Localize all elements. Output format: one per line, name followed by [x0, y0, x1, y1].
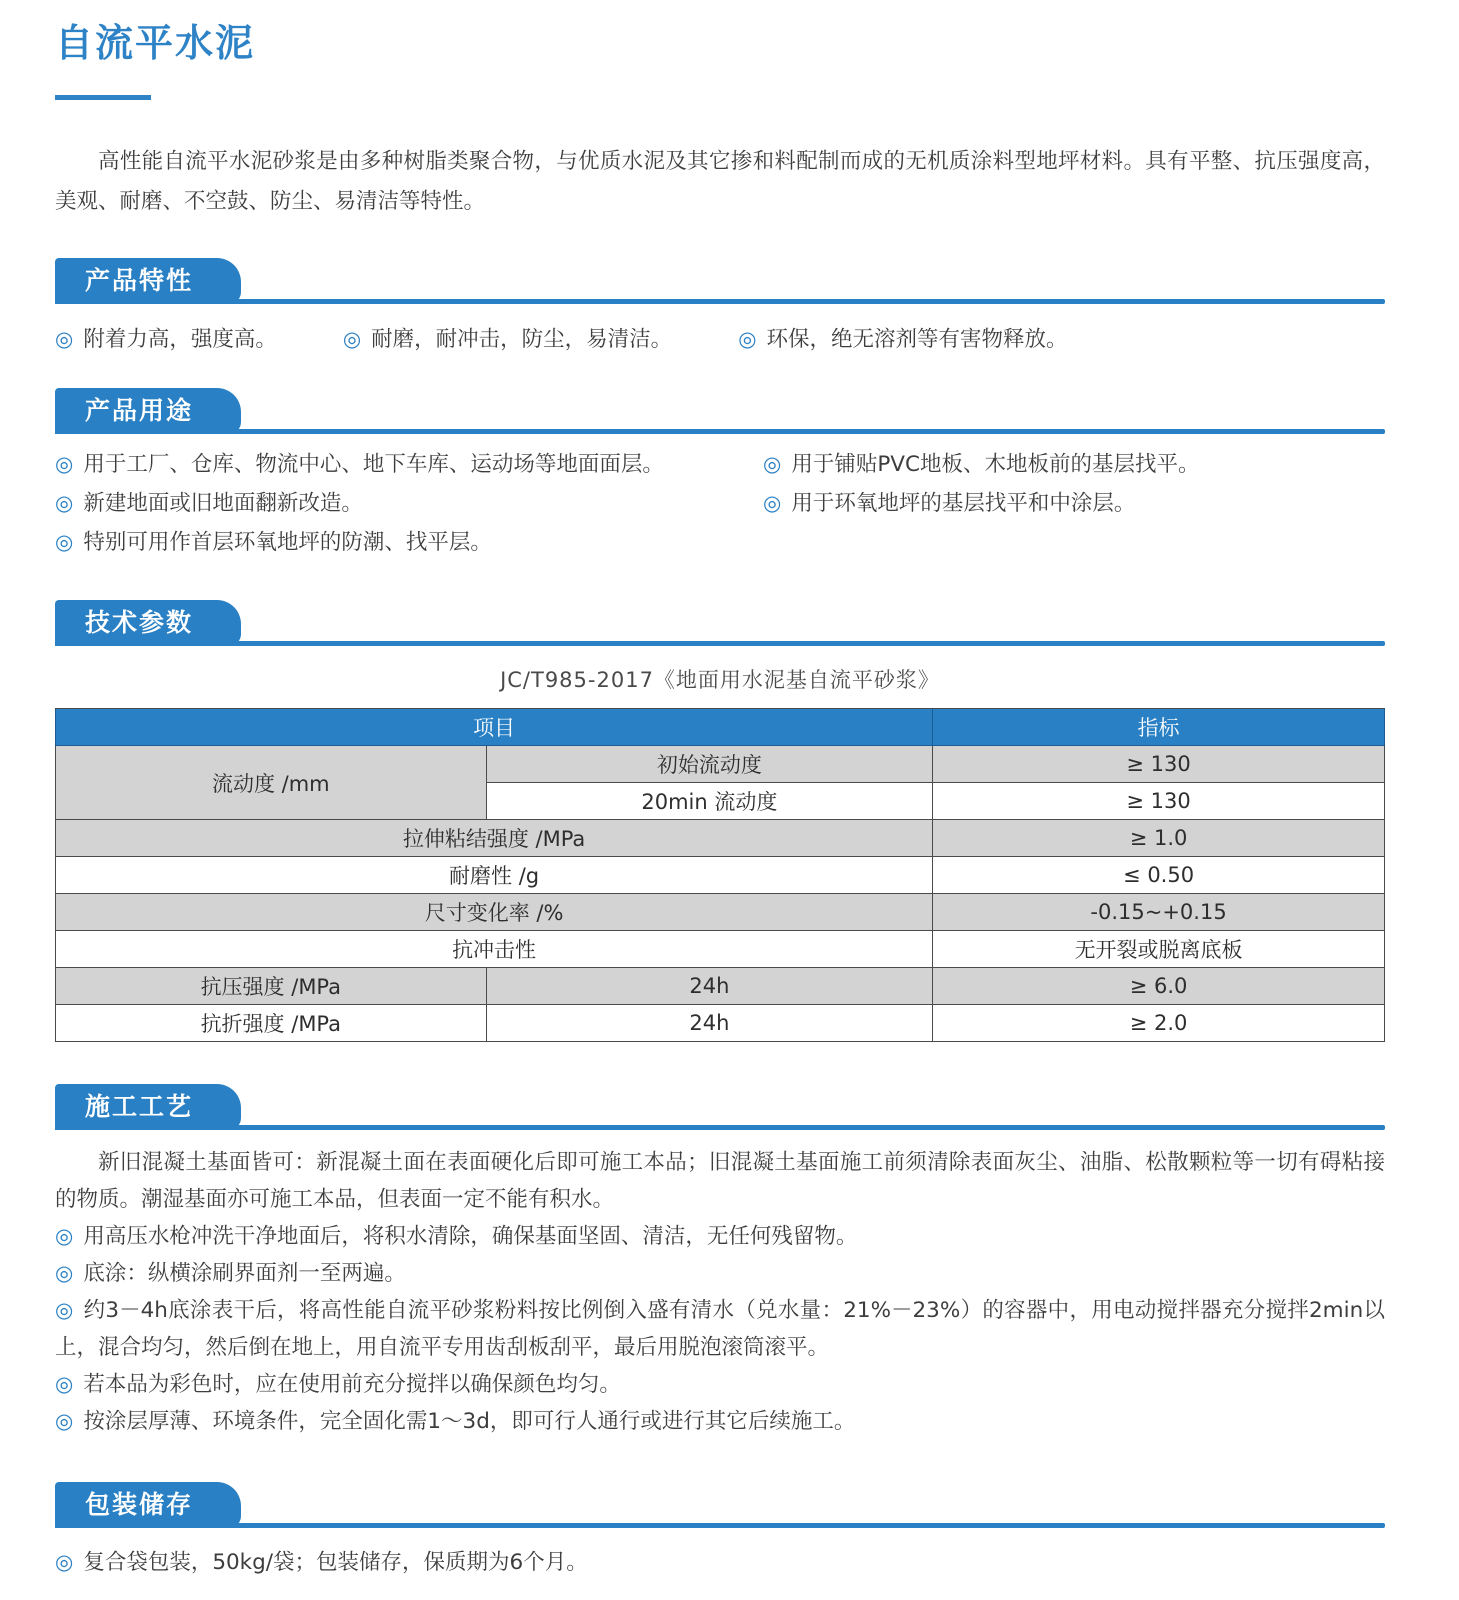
list-item: [55, 1366, 1385, 1403]
cell-sub-label: 24h: [486, 1005, 933, 1042]
section-heading-uses: 产品用途: [85, 396, 194, 425]
column-header-item: 项目: [56, 709, 933, 746]
section-header-features: [55, 258, 1385, 304]
cell-label: 20min 流动度: [486, 783, 933, 820]
cell-label: 拉伸粘结强度 /MPa: [56, 820, 933, 857]
section-packaging: [55, 1482, 1385, 1581]
ring-bullet-icon: ◎: [763, 452, 782, 476]
cell-label: 抗折强度 /MPa: [56, 1005, 487, 1042]
cell-value: ≥ 6.0: [933, 968, 1385, 1005]
list-item: [55, 1218, 1385, 1255]
section-tab-packaging: [55, 1482, 241, 1528]
list-item: [55, 489, 763, 519]
cell-value: ≥ 2.0: [933, 1005, 1385, 1042]
table-row: [56, 857, 1385, 894]
list-item: [55, 528, 763, 558]
ring-bullet-icon: ◎: [55, 1372, 74, 1396]
cell-value: ≥ 1.0: [933, 820, 1385, 857]
list-item: [343, 324, 672, 356]
process-step-text: 约3－4h底涂表干后，将高性能自流平砂浆粉料按比例倒入盛有清水（兑水量：21%－23%）的容器中，用电动搅拌器充分搅拌2min以上，混合均匀，然后倒在地上，用自流平专用齿刮板刮平，最后用脱泡滚筒滚平。: [55, 1298, 1385, 1360]
ring-bullet-icon: ◎: [342, 327, 362, 351]
table-row: [56, 746, 1385, 783]
section-heading-features: 产品特性: [85, 266, 194, 295]
use-text: 用于工厂、仓库、物流中心、地下车库、运动场等地面面层。: [83, 452, 664, 477]
table-row: [56, 968, 1385, 1005]
cell-sub-label: 24h: [486, 968, 933, 1005]
ring-bullet-icon: ◎: [55, 1409, 74, 1433]
ring-bullet-icon: ◎: [55, 491, 74, 515]
process-intro-paragraph: 新旧混凝土基面皆可：新混凝土面在表面硬化后即可施工本品；旧混凝土基面施工前须清除表面灰尘、油脂、松散颗粒等一切有碍粘接的物质。潮湿基面亦可施工本品，但表面一定不能有积水。: [55, 1150, 1385, 1212]
process-step-text: 若本品为彩色时，应在使用前充分搅拌以确保颜色均匀。: [83, 1372, 621, 1397]
ring-bullet-icon: ◎: [55, 1550, 74, 1574]
section-heading-packaging: 包装储存: [85, 1490, 194, 1519]
cell-value: 无开裂或脱离底板: [933, 931, 1385, 968]
section-tab-features: [55, 258, 241, 304]
list-item: [55, 1403, 1385, 1440]
section-tab-uses: [55, 388, 241, 434]
cell-label: 抗压强度 /MPa: [56, 968, 487, 1005]
use-text: 新建地面或旧地面翻新改造。: [83, 491, 363, 516]
feature-text: 附着力高，强度高。: [83, 327, 277, 352]
process-step-text: 底涂：纵横涂刷界面剂一至两遍。: [83, 1261, 406, 1286]
list-item: [763, 450, 1385, 480]
column-header-index: 指标: [933, 709, 1385, 746]
ring-bullet-icon: ◎: [763, 491, 782, 515]
section-specs: [55, 600, 1385, 1042]
section-header-specs: [55, 600, 1385, 646]
process-step-text: 按涂层厚薄、环境条件，完全固化需1～3d，即可行人通行或进行其它后续施工。: [83, 1409, 856, 1434]
spec-standard-caption: JC/T985-2017《地面用水泥基自流平砂浆》: [500, 668, 940, 692]
section-header-packaging: [55, 1482, 1385, 1528]
intro-paragraph: 高性能自流平水泥砂浆是由多种树脂类聚合物，与优质水泥及其它掺和料配制而成的无机质涂料型地坪材料。具有平整、抗压强度高，美观、耐磨、不空鼓、防尘、易清洁等特性。: [55, 149, 1385, 214]
feature-text: 耐磨，耐冲击，防尘，易清洁。: [371, 327, 673, 352]
section-features: [55, 258, 1385, 356]
section-process: [55, 1084, 1385, 1440]
list-item: [55, 1292, 1385, 1366]
section-header-uses: [55, 388, 1385, 434]
section-heading-process: 施工工艺: [85, 1092, 194, 1121]
ring-bullet-icon: ◎: [55, 1261, 74, 1285]
process-list: [55, 1218, 1385, 1440]
list-item: [763, 489, 1385, 519]
table-header-row: [56, 709, 1385, 746]
table-row: [56, 820, 1385, 857]
page-title: 自流平水泥: [55, 21, 256, 65]
use-text: 特别可用作首层环氧地坪的防潮、找平层。: [83, 530, 492, 555]
table-row: [56, 894, 1385, 931]
table-row: [56, 1005, 1385, 1042]
feature-text: 环保，绝无溶剂等有害物释放。: [766, 327, 1068, 352]
cell-value: ≥ 130: [933, 783, 1385, 820]
cell-flow-group: 流动度 /mm: [56, 746, 487, 820]
cell-value: -0.15~+0.15: [933, 894, 1385, 931]
ring-bullet-icon: ◎: [55, 452, 74, 476]
section-tab-process: [55, 1084, 241, 1130]
cell-label: 尺寸变化率 /%: [56, 894, 933, 931]
packaging-text: 复合袋包装，50kg/袋；包装储存，保质期为6个月。: [83, 1550, 588, 1575]
ring-bullet-icon: ◎: [55, 327, 74, 351]
process-step-text: 用高压水枪冲洗干净地面后，将积水清除，确保基面坚固、清洁，无任何残留物。: [83, 1224, 858, 1249]
list-item: [55, 324, 277, 356]
cell-label: 耐磨性 /g: [56, 857, 933, 894]
table-row: [56, 931, 1385, 968]
cell-value: ≥ 130: [933, 746, 1385, 783]
list-item: [55, 450, 763, 480]
features-list: [55, 324, 1385, 356]
section-header-process: [55, 1084, 1385, 1130]
ring-bullet-icon: ◎: [55, 1224, 74, 1248]
ring-bullet-icon: ◎: [738, 327, 757, 351]
ring-bullet-icon: ◎: [55, 530, 74, 554]
section-heading-specs: 技术参数: [85, 608, 194, 637]
cell-value: ≤ 0.50: [933, 857, 1385, 894]
list-item: [738, 324, 1067, 356]
section-uses: [55, 388, 1385, 558]
spec-table: [55, 708, 1385, 1042]
use-text: 用于环氧地坪的基层找平和中涂层。: [791, 491, 1136, 516]
cell-label: 初始流动度: [486, 746, 933, 783]
section-tab-specs: [55, 600, 241, 646]
cell-label: 抗冲击性: [56, 931, 933, 968]
list-item: [55, 1255, 1385, 1292]
title-underline-decoration: [55, 95, 151, 100]
uses-list: [55, 450, 1385, 558]
list-item: [55, 1544, 1385, 1581]
use-text: 用于铺贴PVC地板、木地板前的基层找平。: [791, 452, 1200, 477]
ring-bullet-icon: ◎: [55, 1298, 74, 1322]
